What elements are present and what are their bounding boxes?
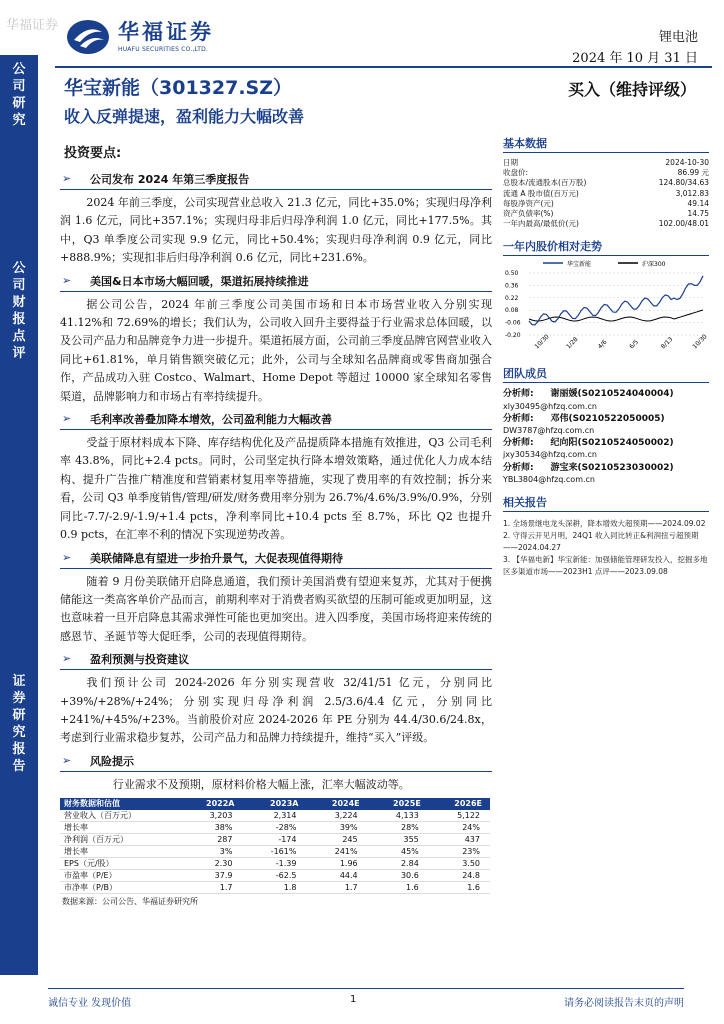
table-cell: 增长率 — [60, 845, 180, 857]
table-header-cell: 2024E — [306, 798, 367, 810]
analyst-role: 分析师: — [503, 462, 534, 473]
section-title: 盈利预测与投资建议 — [90, 653, 189, 667]
table-cell: 3,203 — [180, 810, 242, 822]
table-cell: -1.39 — [242, 857, 306, 869]
basic-data-row — [503, 168, 709, 178]
sidebar-label-earnings-review: 公 司 财 报 点 评 — [12, 261, 26, 361]
table-cell: 营业收入（百万元） — [60, 810, 180, 822]
table-cell: 44.4 — [306, 869, 367, 881]
analyst-entry — [503, 462, 709, 486]
logo-name: 华福证券 — [118, 19, 214, 44]
table-header-cell: 2026E — [429, 798, 490, 810]
basic-data-row — [503, 199, 709, 209]
table-cell: 23% — [429, 845, 490, 857]
industry-label: 锂电池 — [658, 30, 698, 45]
basic-data-title: 基本数据 — [503, 135, 709, 153]
table-cell: 2,314 — [242, 810, 306, 822]
section-header — [60, 168, 492, 190]
table-cell: 1.7 — [306, 881, 367, 893]
stock-chart — [503, 259, 709, 355]
analyst-entry — [503, 437, 709, 461]
arrow-icon: ➢ — [62, 753, 72, 767]
risk-text: 行业需求不及预期，原材料价格大幅上涨，汇率大幅波动等。 — [112, 777, 410, 791]
basic-data-value: 14.75 — [687, 209, 709, 219]
arrow-icon: ➢ — [62, 652, 72, 666]
table-header-cell: 财务数据和估值 — [60, 798, 180, 810]
analyst-role: 分析师: — [503, 389, 534, 400]
header-divider — [55, 66, 712, 68]
section-title: 毛利率改善叠加降本增效，公司盈利能力大幅改善 — [90, 413, 332, 427]
table-cell: -62.5 — [242, 869, 306, 881]
basic-data-label: 收盘价: — [503, 168, 529, 178]
section-header — [60, 750, 492, 772]
table-header-row — [60, 798, 490, 810]
section-header — [60, 408, 492, 430]
sidebar-label-securities-report: 证 券 研 究 报 告 — [12, 674, 26, 774]
basic-data-label: 资产负债率(%) — [503, 209, 554, 219]
analyst-entry — [503, 413, 709, 437]
company-logo — [66, 18, 214, 56]
paragraph: 2024 年前三季度，公司实现营业总收入 21.3 亿元，同比+35.0%；实现归母净利润 1.6 亿元，同比+357.1%；实现归母非后归母净利润 1.0 亿元，同比+177.5%。其中，Q3 单季度公司实现 9.9 亿元，同比+50.4%；实现归母净利润 0.9 亿元，同比+888.9%；实现扣非后归母净利润 0.6 亿元，同比+231.6%。 — [60, 196, 492, 265]
analyst-role: 分析师: — [503, 413, 534, 424]
table-cell: EPS（元/股） — [60, 857, 180, 869]
basic-data-label: 流通 A 股市值(百万元) — [503, 188, 579, 198]
watermark: 华福证券 — [6, 18, 59, 33]
table-cell: 287 — [180, 833, 242, 845]
table-cell: 39% — [306, 821, 367, 833]
section-header — [60, 547, 492, 569]
table-cell: 5,122 — [429, 810, 490, 822]
table-cell: 3,224 — [306, 810, 367, 822]
financial-table — [60, 798, 490, 894]
table-cell: 1.96 — [306, 857, 367, 869]
table-cell: -174 — [242, 833, 306, 845]
table-cell: 2.30 — [180, 857, 242, 869]
table-row — [60, 869, 490, 881]
page-title: 华宝新能（301327.SZ） — [64, 77, 293, 99]
page-number: 1 — [350, 994, 357, 1005]
page-subtitle: 收入反弹提速，盈利能力大幅改善 — [64, 107, 305, 126]
sidebar — [0, 55, 38, 975]
x-tick-label: 10/30 — [691, 333, 709, 351]
table-cell: 241% — [306, 845, 367, 857]
section-title: 美联储降息有望进一步抬升景气，大促表现值得期待 — [90, 551, 343, 565]
table-cell: 1.8 — [242, 881, 306, 893]
analyst-name: 谢丽媛(S0210524040004) — [550, 389, 674, 400]
table-header-cell: 2022A — [180, 798, 242, 810]
table-cell: 437 — [429, 833, 490, 845]
paragraph: 我们预计公司 2024-2026 年分别实现营收 32/41/51 亿元，分别同比+39%/+28%/+24%；分别实现归母净利润 2.5/3.6/4.4 亿元，分别同比+241%/+45%/+23%。当前股价对应 2024-2026 年 PE 分别为 44.4/30.6/24.8x，考虑到行业需求稳步复苏，公司产品力和品牌力持续提升，维持“买入”评级。 — [60, 676, 492, 745]
legend-company: 华宝新能 — [567, 261, 592, 269]
table-cell: 增长率 — [60, 821, 180, 833]
x-tick-label: 6/5 — [628, 339, 641, 351]
table-source: 数据来源：公司公告、华福证券研究所 — [62, 896, 198, 906]
basic-data-list — [503, 158, 709, 229]
basic-data-value: 49.14 — [687, 198, 709, 208]
analyst-email[interactable]: YBL3804@hfzq.com.cn — [503, 474, 595, 484]
related-report-item[interactable]: 2. 守得云开见月明，24Q1 收入同比转正&利润扭亏超预期——2024.04.27 — [503, 531, 699, 553]
related-reports-list — [503, 518, 709, 578]
section-title: 美国&日本市场大幅回暖，渠道拓展持续推进 — [90, 274, 309, 288]
arrow-icon: ➢ — [62, 273, 72, 287]
related-title: 相关报告 — [503, 494, 709, 512]
section-title: 公司发布 2024 年第三季度报告 — [90, 173, 250, 186]
basic-data-row — [503, 158, 709, 168]
table-cell: -161% — [242, 845, 306, 857]
basic-data-value: 86.99 元 — [677, 168, 709, 178]
chart-title: 一年内股价相对走势 — [503, 238, 709, 256]
y-tick-label: -0.20 — [505, 332, 521, 340]
basic-data-row — [503, 189, 709, 199]
paragraph: 随着 9 月份美联储开启降息通道，我们预计美国消费有望迎来复苏，尤其对于便携储能这一类高客单价产品而言，前期利率对于消费者购买欲望的压制可能或更加明显，这也意味着一旦开启降息其需求弹性可能也更加突出。进入四季度，美国市场将迎来传统的感恩节、圣诞节等大促旺季，公司的表现值得期待。 — [60, 574, 492, 643]
table-cell: 4,133 — [368, 810, 429, 822]
table-cell: 1.7 — [180, 881, 242, 893]
report-date: 2024 年 10 月 31 日 — [572, 51, 698, 66]
huafu-logo-icon — [66, 18, 110, 56]
basic-data-row — [503, 219, 709, 229]
legend-index: 沪深300 — [642, 261, 666, 269]
basic-data-value: 3,012.83 — [675, 188, 709, 198]
table-cell: -28% — [242, 821, 306, 833]
right-panel — [503, 135, 709, 578]
table-row — [60, 810, 490, 822]
table-row — [60, 821, 490, 833]
table-cell: 3% — [180, 845, 242, 857]
table-cell: 45% — [368, 845, 429, 857]
x-tick-label: 1/28 — [565, 336, 580, 351]
table-cell: 3.50 — [429, 857, 490, 869]
main-content — [60, 168, 492, 907]
table-row — [60, 881, 490, 893]
table-cell: 30.6 — [368, 869, 429, 881]
rating-badge: 买入（维持评级） — [567, 80, 696, 99]
y-tick-label: -0.06 — [505, 320, 521, 328]
arrow-icon: ➢ — [62, 412, 72, 426]
team-title: 团队成员 — [503, 365, 709, 383]
logo-english: HUAFU SECURITIES CO.,LTD. — [118, 45, 209, 53]
arrow-icon: ➢ — [62, 550, 72, 564]
basic-data-label: 总股本/流通股本(百万股) — [503, 178, 587, 188]
table-cell: 24% — [429, 821, 490, 833]
analyst-name: 纪向阳(S0210524050002) — [550, 438, 674, 449]
basic-data-row — [503, 178, 709, 188]
analyst-entry — [503, 388, 709, 412]
x-tick-label: 4/6 — [596, 339, 609, 351]
basic-data-value: 2024-10-30 — [665, 158, 709, 167]
basic-data-row — [503, 209, 709, 219]
arrow-icon: ➢ — [62, 172, 72, 185]
table-cell: 市盈率（P/E） — [60, 869, 180, 881]
analyst-email[interactable]: jxy30534@hfzq.com.cn — [503, 450, 597, 460]
y-tick-label: 0.50 — [505, 270, 519, 278]
points-heading: 投资要点: — [64, 146, 122, 161]
table-cell: 1.6 — [429, 881, 490, 893]
table-row — [60, 845, 490, 857]
table-row — [60, 857, 490, 869]
table-cell: 净利润（百万元） — [60, 833, 180, 845]
table-row — [60, 833, 490, 845]
table-cell: 2.84 — [368, 857, 429, 869]
analyst-email[interactable]: DW3787@hfzq.com.cn — [503, 426, 595, 436]
table-cell: 38% — [180, 821, 242, 833]
paragraph: 受益于原材料成本下降、库存结构优化及产品提质降本措施有效推进，Q3 公司毛利率 43.8%，同比+2.4 pcts。同时，公司坚定执行降本增效策略，通过优化人力成本结构、提升广告推广精准度和营销素材复用率等措施，实现了费用率的有效控制；拆分来看，公司 Q3 单季度销售/管理/研发/财务费用率分别为 26.7%/4.6%/3.9%/0.9%，分别同比-7.7/-2.9/-1.9/+1.4 pcts，净利率同比+10.4 pcts 至 8.7%，环比 Q2 也提升 0.9 pcts，在汇率不利的情况下实现逆势改善。 — [60, 436, 492, 542]
table-cell: 24.8 — [429, 869, 490, 881]
x-tick-label: 10/30 — [533, 333, 551, 351]
sidebar-label-company-research: 公 司 研 究 — [12, 62, 26, 128]
team-list — [503, 388, 709, 486]
footer-slogan: 诚信专业 发现价值 — [48, 998, 132, 1009]
basic-data-value: 102.00/48.01 — [658, 219, 709, 229]
related-report-item[interactable]: 3. 【华福电新】华宝新能：加强储能管理研发投入，挖掘多地区多渠道市场——2023H1 点评——2023.09.08 — [503, 555, 708, 577]
table-cell: 245 — [306, 833, 367, 845]
y-tick-label: 0.22 — [505, 295, 519, 303]
table-header-cell: 2023A — [242, 798, 306, 810]
table-cell: 市净率（P/B） — [60, 881, 180, 893]
basic-data-value: 124.80/34.63 — [658, 178, 709, 188]
table-cell: 1.6 — [368, 881, 429, 893]
footer — [48, 988, 684, 1009]
x-tick-label: 8/13 — [659, 336, 675, 351]
basic-data-label: 日期 — [503, 158, 518, 167]
basic-data-label: 一年内最高/最低价(元) — [503, 219, 579, 229]
related-report-item[interactable]: 1. 全场景继电龙头深耕，降本增效大超预期——2024.09.02 — [503, 519, 706, 529]
section-title: 风险提示 — [90, 754, 134, 768]
section-header — [60, 270, 492, 292]
section-header — [60, 648, 492, 670]
table-cell: 355 — [368, 833, 429, 845]
table-header-cell: 2025E — [368, 798, 429, 810]
table-cell: 37.9 — [180, 869, 242, 881]
analyst-role: 分析师: — [503, 438, 534, 449]
basic-data-label: 每股净资产(元) — [503, 198, 554, 208]
footer-disclaimer: 请务必阅读报告末页的声明 — [564, 998, 684, 1009]
y-tick-label: 0.36 — [505, 282, 519, 290]
analyst-email[interactable]: xly30495@hfzq.com.cn — [503, 401, 597, 411]
analyst-name: 游宝来(S0210523030002) — [550, 462, 674, 473]
table-cell: 28% — [368, 821, 429, 833]
paragraph: 据公司公告，2024 年前三季度公司美国市场和日本市场营业收入分别实现 41.12%和 72.69%的增长；我们认为，公司收入回升主要得益于行业需求总体回暖，以及公司产品力和品牌竞争力进一步提升。渠道拓展方面，公司前三季度品牌官网营业收入同比+61.81%，单月销售额突破亿元；此外，公司与全球知名品牌商或零售商加强合作，产品成功入驻 Costco、Walmart、Home Depot 等超过 10000 家全球知名零售渠道，品牌影响力和市场占有率持续提升。 — [60, 297, 492, 403]
analyst-name: 邓伟(S0210522050005) — [550, 413, 665, 424]
y-tick-label: 0.08 — [505, 307, 519, 315]
